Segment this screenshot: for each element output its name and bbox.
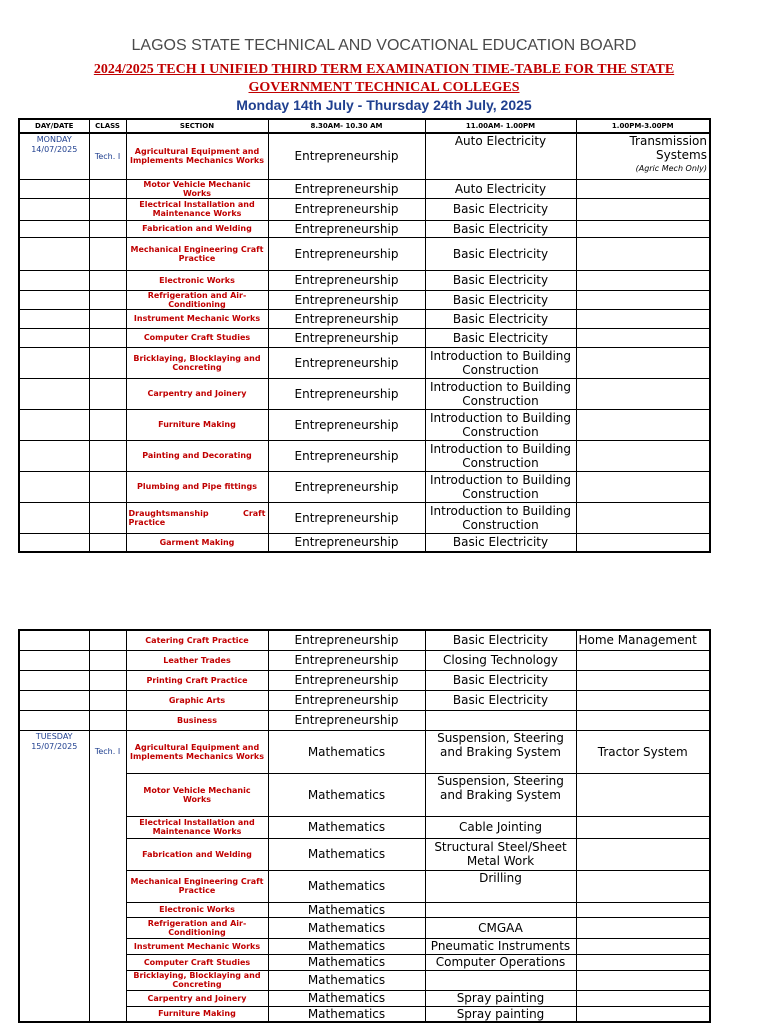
table-row: [19, 938, 710, 954]
class-cell: [89, 690, 126, 710]
table-row: [19, 220, 710, 237]
day-cell: [19, 270, 89, 290]
class-cell: [89, 917, 126, 938]
slot2-cell: Basic Electricity: [425, 198, 576, 220]
class-cell: [89, 328, 126, 347]
slot1-cell: Mathematics: [268, 902, 425, 917]
section-cell: Refrigeration and Air-Conditioning: [126, 290, 268, 309]
slot1-cell: Entrepreneurship: [268, 533, 425, 552]
section-cell: Instrument Mechanic Works: [126, 938, 268, 954]
day-cell: [19, 970, 89, 990]
table-row: [19, 990, 710, 1006]
slot3-cell: [576, 954, 710, 970]
day-cell: [19, 670, 89, 690]
day-date: 15/07/2025: [31, 741, 78, 751]
section-cell: Business: [126, 710, 268, 730]
class-cell: [89, 347, 126, 378]
day-name: MONDAY: [36, 135, 72, 144]
class-cell: [89, 773, 126, 816]
slot1-cell: Entrepreneurship: [268, 670, 425, 690]
slot1-cell: Mathematics: [268, 816, 425, 838]
day-date: 14/07/2025: [31, 145, 78, 154]
day-cell: [19, 902, 89, 917]
class-cell: [89, 440, 126, 471]
slot2-cell: Drilling: [425, 870, 576, 902]
slot3-cell: [576, 690, 710, 710]
class-cell: Tech. I: [89, 133, 126, 179]
timetable-page-1: [18, 118, 711, 553]
slot2-cell: Basic Electricity: [425, 328, 576, 347]
table-row: [19, 270, 710, 290]
col-slot3: 1.00PM-3.00PM: [576, 119, 710, 133]
slot3-cell: [576, 990, 710, 1006]
table-row: [19, 970, 710, 990]
col-section: SECTION: [126, 119, 268, 133]
day-cell: [19, 378, 89, 409]
slot3-cell: [576, 328, 710, 347]
slot3-cell: [576, 773, 710, 816]
day-cell: [19, 773, 89, 816]
table-row: [19, 471, 710, 502]
slot2-cell: Introduction to Building Construction: [425, 378, 576, 409]
slot2-cell: Closing Technology: [425, 650, 576, 670]
slot1-cell: Entrepreneurship: [268, 440, 425, 471]
day-cell: [19, 917, 89, 938]
section-cell: Agricultural Equipment and Implements Mechanics Works: [126, 133, 268, 179]
table-row: [19, 347, 710, 378]
slot1-cell: Mathematics: [268, 870, 425, 902]
slot3-cell: [576, 409, 710, 440]
slot2-cell: Basic Electricity: [425, 670, 576, 690]
day-cell: [19, 870, 89, 902]
day-cell: [19, 290, 89, 309]
slot1-cell: Entrepreneurship: [268, 309, 425, 328]
slot3-cell: [576, 237, 710, 270]
slot2-cell: Basic Electricity: [425, 220, 576, 237]
table-row: [19, 730, 710, 773]
exam-title: [0, 61, 768, 97]
slot2-cell: Basic Electricity: [425, 309, 576, 328]
slot1-cell: Entrepreneurship: [268, 502, 425, 533]
slot3-cell: [576, 902, 710, 917]
class-cell: [89, 650, 126, 670]
section-cell: Garment Making: [126, 533, 268, 552]
class-cell: [89, 237, 126, 270]
slot2-cell: Basic Electricity: [425, 237, 576, 270]
table-row: [19, 440, 710, 471]
slot3-cell: [576, 347, 710, 378]
table-row: [19, 502, 710, 533]
slot1-cell: Mathematics: [268, 938, 425, 954]
section-cell: Graphic Arts: [126, 690, 268, 710]
day-cell: [19, 237, 89, 270]
slot3-cell: [576, 378, 710, 409]
table-row: [19, 902, 710, 917]
slot2-cell: Auto Electricity: [425, 133, 576, 179]
section-cell: Mechanical Engineering Craft Practice: [126, 237, 268, 270]
header-row: [19, 119, 710, 133]
slot1-cell: Entrepreneurship: [268, 290, 425, 309]
section-cell: Bricklaying, Blocklaying and Concreting: [126, 970, 268, 990]
slot2-cell: Spray painting: [425, 1006, 576, 1022]
class-cell: Tech. I: [89, 730, 126, 773]
slot2-cell: [425, 902, 576, 917]
section-cell: Refrigeration and Air-Conditioning: [126, 917, 268, 938]
table-row: [19, 290, 710, 309]
section-cell: Motor Vehicle Mechanic Works: [126, 773, 268, 816]
slot1-cell: Entrepreneurship: [268, 409, 425, 440]
slot1-cell: Entrepreneurship: [268, 270, 425, 290]
slot2-cell: Suspension, Steering and Braking System: [425, 730, 576, 773]
class-cell: [89, 970, 126, 990]
slot1-cell: Entrepreneurship: [268, 690, 425, 710]
slot1-cell: Entrepreneurship: [268, 347, 425, 378]
day-cell: [19, 533, 89, 552]
day-cell: [19, 179, 89, 198]
table-row: [19, 309, 710, 328]
slot1-cell: Entrepreneurship: [268, 378, 425, 409]
class-cell: [89, 870, 126, 902]
slot3-cell: [576, 179, 710, 198]
day-cell: [19, 133, 89, 179]
slot3-cell: [576, 870, 710, 902]
slot1-cell: Entrepreneurship: [268, 237, 425, 270]
slot2-cell: CMGAA: [425, 917, 576, 938]
table-row: [19, 133, 710, 179]
class-cell: [89, 938, 126, 954]
slot1-cell: Entrepreneurship: [268, 133, 425, 179]
board-title: LAGOS STATE TECHNICAL AND VOCATIONAL EDUCATION BOARD: [131, 37, 637, 54]
day-cell: [19, 690, 89, 710]
slot3-cell: [576, 440, 710, 471]
day-cell: [19, 990, 89, 1006]
slot3-cell: [576, 133, 710, 179]
slot2-cell: Basic Electricity: [425, 533, 576, 552]
section-cell: Painting and Decorating: [126, 440, 268, 471]
slot1-cell: Mathematics: [268, 730, 425, 773]
table-row: [19, 630, 710, 650]
day-cell: [19, 630, 89, 650]
section-cell: Electrical Installation and Maintenance Works: [126, 816, 268, 838]
slot2-cell: [425, 970, 576, 990]
table-row: [19, 650, 710, 670]
class-cell: [89, 378, 126, 409]
slot3-cell: [576, 309, 710, 328]
section-cell: Computer Craft Studies: [126, 328, 268, 347]
slot2-cell: [425, 710, 576, 730]
section-cell: Printing Craft Practice: [126, 670, 268, 690]
slot1-cell: Entrepreneurship: [268, 220, 425, 237]
class-cell: [89, 630, 126, 650]
class-cell: [89, 1006, 126, 1022]
table-row: [19, 409, 710, 440]
slot1-cell: Mathematics: [268, 1006, 425, 1022]
section-cell: Plumbing and Pipe fittings: [126, 471, 268, 502]
table-row: [19, 198, 710, 220]
day-cell: [19, 347, 89, 378]
section-cell: Electronic Works: [126, 902, 268, 917]
day-cell: [19, 938, 89, 954]
slot1-cell: Entrepreneurship: [268, 328, 425, 347]
slot1-cell: Entrepreneurship: [268, 198, 425, 220]
slot1-cell: Mathematics: [268, 773, 425, 816]
slot3-cell: [576, 290, 710, 309]
day-cell: [19, 816, 89, 838]
slot3-cell: [576, 917, 710, 938]
table-row: [19, 328, 710, 347]
day-cell: [19, 650, 89, 670]
class-cell: [89, 902, 126, 917]
day-cell: [19, 409, 89, 440]
slot3-cell: [576, 838, 710, 870]
table-row: [19, 378, 710, 409]
table-row: [19, 1006, 710, 1022]
slot2-cell: Basic Electricity: [425, 630, 576, 650]
class-cell: [89, 533, 126, 552]
slot3-cell: [576, 198, 710, 220]
table-row: [19, 954, 710, 970]
slot3-note: (Agric Mech Only): [635, 164, 707, 173]
day-cell: [19, 710, 89, 730]
slot3-cell: [576, 471, 710, 502]
section-cell: Electronic Works: [126, 270, 268, 290]
class-cell: [89, 309, 126, 328]
table-row: [19, 773, 710, 816]
day-cell: [19, 440, 89, 471]
slot3-cell: [576, 1006, 710, 1022]
class-cell: [89, 198, 126, 220]
section-cell: Carpentry and Joinery: [126, 990, 268, 1006]
day-cell: [19, 198, 89, 220]
slot3-cell: Home Management: [576, 630, 710, 650]
class-cell: [89, 409, 126, 440]
table-row: [19, 870, 710, 902]
section-cell: Draughtsmanship Craft Practice: [126, 502, 268, 533]
day-cell: [19, 220, 89, 237]
slot2-cell: Computer Operations: [425, 954, 576, 970]
exam-title-line1: 2024/2025 TECH I UNIFIED THIRD TERM EXAMINATION TIME-TABLE FOR THE STATE: [93, 62, 675, 77]
slot2-cell: Introduction to Building Construction: [425, 347, 576, 378]
section-cell: Mechanical Engineering Craft Practice: [126, 870, 268, 902]
slot2-cell: Pneumatic Instruments: [425, 938, 576, 954]
slot3-cell: [576, 710, 710, 730]
day-name: TUESDAY: [35, 731, 73, 741]
slot1-cell: Mathematics: [268, 970, 425, 990]
day-cell: [19, 471, 89, 502]
slot2-cell: Auto Electricity: [425, 179, 576, 198]
table-row: [19, 179, 710, 198]
day-cell: [19, 328, 89, 347]
slot3-cell: [576, 270, 710, 290]
date-range: Monday 14th July - Thursday 24th July, 2025: [236, 97, 532, 113]
class-cell: [89, 179, 126, 198]
slot2-cell: Introduction to Building Construction: [425, 502, 576, 533]
slot1-cell: Mathematics: [268, 838, 425, 870]
slot2-cell: Basic Electricity: [425, 690, 576, 710]
slot1-cell: Mathematics: [268, 990, 425, 1006]
col-slot2: 11.00AM- 1.00PM: [425, 119, 576, 133]
day-cell: [19, 730, 89, 773]
col-class: CLASS: [89, 119, 126, 133]
section-cell: Furniture Making: [126, 1006, 268, 1022]
slot2-cell: Spray painting: [425, 990, 576, 1006]
table-row: [19, 237, 710, 270]
section-cell: Agricultural Equipment and Implements Mechanics Works: [126, 730, 268, 773]
day-cell: [19, 502, 89, 533]
section-cell: Catering Craft Practice: [126, 630, 268, 650]
class-cell: [89, 954, 126, 970]
slot3-cell: [576, 938, 710, 954]
slot2-cell: Basic Electricity: [425, 270, 576, 290]
class-cell: [89, 270, 126, 290]
day-cell: [19, 1006, 89, 1022]
slot2-cell: Structural Steel/Sheet Metal Work: [425, 838, 576, 870]
slot1-cell: Entrepreneurship: [268, 630, 425, 650]
table-row: [19, 838, 710, 870]
slot1-cell: Mathematics: [268, 917, 425, 938]
class-cell: [89, 838, 126, 870]
slot3-cell: [576, 502, 710, 533]
class-cell: [89, 670, 126, 690]
slot3-cell: [576, 670, 710, 690]
table-row: [19, 816, 710, 838]
section-cell: Leather Trades: [126, 650, 268, 670]
table-row: [19, 533, 710, 552]
class-cell: [89, 290, 126, 309]
slot3-cell: [576, 220, 710, 237]
slot3-text: Transmission Systems: [629, 134, 707, 162]
slot3-cell: [576, 533, 710, 552]
slot3-cell: Tractor System: [576, 730, 710, 773]
section-cell: Fabrication and Welding: [126, 838, 268, 870]
section-cell: Bricklaying, Blocklaying and Concreting: [126, 347, 268, 378]
slot1-cell: Entrepreneurship: [268, 710, 425, 730]
section-cell: Fabrication and Welding: [126, 220, 268, 237]
day-cell: [19, 954, 89, 970]
slot1-cell: Mathematics: [268, 954, 425, 970]
slot2-cell: Basic Electricity: [425, 290, 576, 309]
table-row: [19, 690, 710, 710]
table-row: [19, 710, 710, 730]
slot3-cell: [576, 970, 710, 990]
table-row: [19, 917, 710, 938]
slot2-cell: Introduction to Building Construction: [425, 440, 576, 471]
class-cell: [89, 471, 126, 502]
timetable-page-2: [18, 629, 711, 1023]
slot2-cell: Introduction to Building Construction: [425, 471, 576, 502]
exam-title-line2: GOVERNMENT TECHNICAL COLLEGES: [248, 80, 520, 95]
table-row: [19, 670, 710, 690]
slot2-cell: Introduction to Building Construction: [425, 409, 576, 440]
slot2-cell: Suspension, Steering and Braking System: [425, 773, 576, 816]
section-cell: Computer Craft Studies: [126, 954, 268, 970]
col-slot1: 8.30AM- 10.30 AM: [268, 119, 425, 133]
day-cell: [19, 838, 89, 870]
slot3-cell: [576, 816, 710, 838]
class-cell: [89, 220, 126, 237]
class-cell: [89, 990, 126, 1006]
slot1-cell: Entrepreneurship: [268, 471, 425, 502]
col-day: DAY/DATE: [19, 119, 89, 133]
day-cell: [19, 309, 89, 328]
section-cell: Carpentry and Joinery: [126, 378, 268, 409]
section-cell: Electrical Installation and Maintenance Works: [126, 198, 268, 220]
slot1-cell: Entrepreneurship: [268, 650, 425, 670]
slot2-cell: Cable Jointing: [425, 816, 576, 838]
section-cell: Instrument Mechanic Works: [126, 309, 268, 328]
class-cell: [89, 710, 126, 730]
slot3-cell: [576, 650, 710, 670]
section-cell: Motor Vehicle Mechanic Works: [126, 179, 268, 198]
class-cell: [89, 502, 126, 533]
section-cell: Furniture Making: [126, 409, 268, 440]
slot1-cell: Entrepreneurship: [268, 179, 425, 198]
class-cell: [89, 816, 126, 838]
